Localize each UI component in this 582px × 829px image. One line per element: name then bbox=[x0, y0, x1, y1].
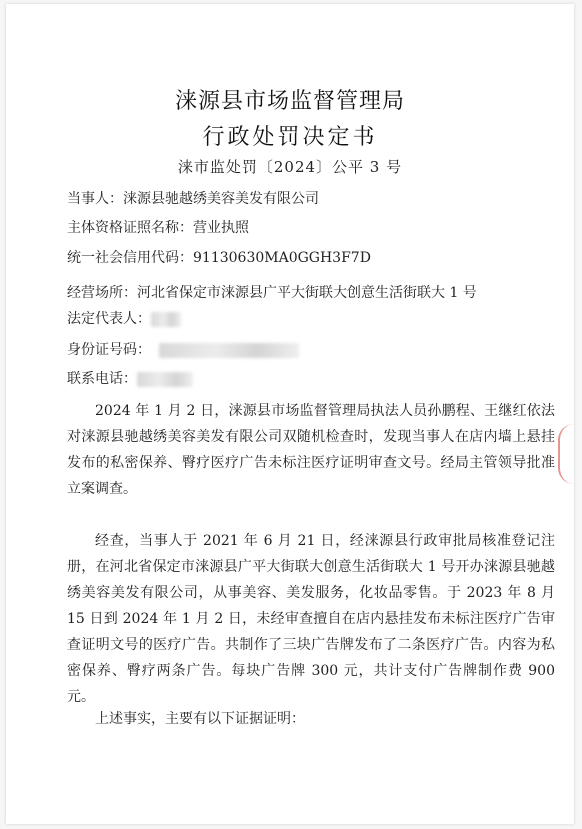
agency-title: 涞源县市场监督管理局 bbox=[174, 89, 405, 114]
license-label: 主体资格证照名称： bbox=[67, 220, 193, 236]
phone-row bbox=[67, 368, 193, 388]
phone-redacted bbox=[137, 372, 193, 387]
legal-rep-row bbox=[67, 308, 181, 328]
address-row bbox=[67, 282, 477, 302]
paragraph-inspection: 2024 年 1 月 2 日，涞源县市场监督管理局执法人员孙鹏程、王继红依法对涞源县驰越绣美容美发有限公司双随机检查时，发现当事人在店内墙上悬挂发布的私密保养、臀疗医疗广告未标注医疗证明审查文号。经局主管领导批准立案调查。 bbox=[67, 403, 555, 497]
address-value: 河北省保定市涞源县广平大街联大创意生活街联大 1 号 bbox=[137, 285, 477, 301]
legal-rep-redacted bbox=[151, 312, 181, 327]
id-number-redacted bbox=[159, 343, 299, 358]
credit-code-label: 统一社会信用代码： bbox=[67, 250, 193, 266]
credit-code-value: 91130630MA0GGH3F7D bbox=[193, 250, 371, 266]
document-title: 行政处罚决定书 bbox=[202, 125, 378, 150]
id-number-label: 身份证号码： bbox=[67, 342, 151, 358]
credit-code-row bbox=[67, 247, 371, 267]
document-page bbox=[6, 4, 574, 824]
paragraph-findings: 经查，当事人于 2021 年 6 月 21 日，经涞源县行政审批局核准登记注册，在河北省保定市涞源县广平大街联大创意生活街联大 1 号开办涞源县驰越绣美容美发有限公司，从事美容、美发服务，化妆品零售。于 2023 年 8 月 15 日到 2024 年 1 月 2 日，未经审查擅自在店内悬挂发布未标注医疗广告审查证明文号的医疗广告。共制作了三块广告牌发布了二条医疗广告。内容为私密保养、臀疗两条广告。每块广告牌 300 元，共计支付广告牌制作费 900 元。 bbox=[67, 533, 555, 705]
party-name-label: 当事人： bbox=[67, 191, 123, 207]
legal-rep-label: 法定代表人： bbox=[67, 311, 151, 327]
party-name-row bbox=[67, 188, 319, 208]
paragraph-evidence-intro: 上述事实，主要有以下证据证明： bbox=[95, 711, 305, 727]
license-value: 营业执照 bbox=[193, 220, 249, 236]
address-label: 经营场所： bbox=[67, 285, 137, 301]
document-number: 涞市监处罚〔2024〕公平 3 号 bbox=[177, 158, 403, 176]
phone-label: 联系电话： bbox=[67, 371, 137, 387]
official-seal-edge bbox=[558, 424, 574, 484]
party-name-value: 涞源县驰越绣美容美发有限公司 bbox=[123, 191, 319, 207]
id-number-row bbox=[67, 339, 299, 359]
license-row bbox=[67, 217, 249, 237]
